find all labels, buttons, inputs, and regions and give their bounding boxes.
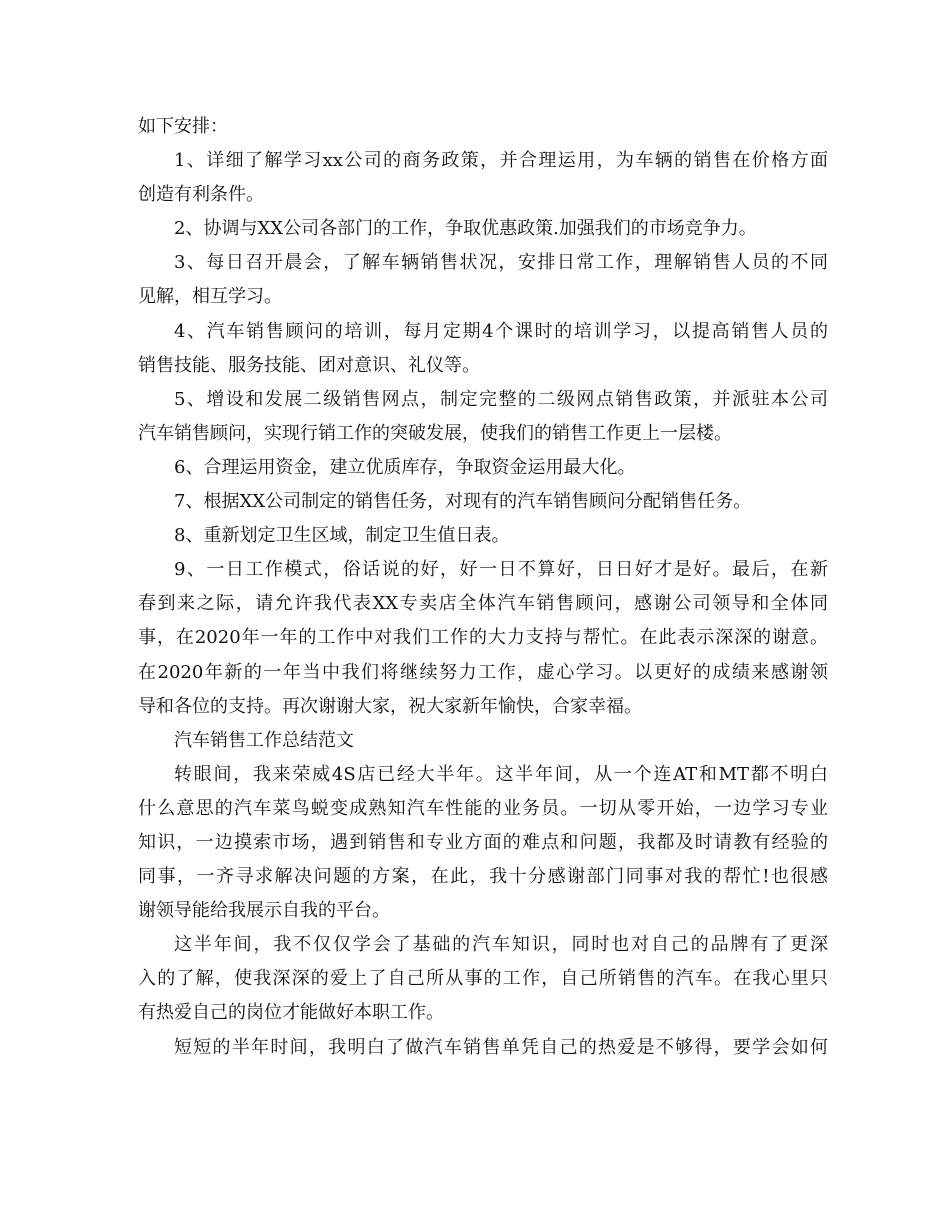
text-line: 汽车销售顾问，实现行销工作的突破发展，使我们的销售工作更上一层楼。 <box>138 422 732 444</box>
text-line: 在2020年新的一年当中我们将继续努力工作，虚心学习。以更好的成绩来感谢领 <box>138 661 828 683</box>
text-line: 这半年间，我不仅仅学会了基础的汽车知识，同时也对自己的品牌有了更深 <box>174 934 828 956</box>
text-line: 入的了解，使我深深的爱上了自己所从事的工作，自己所销售的汽车。在我心里只 <box>138 968 828 990</box>
text-line: 6、合理运用资金，建立优质库存，争取资金运用最大化。 <box>174 456 636 478</box>
text-line: 5、增设和发展二级销售网点，制定完整的二级网点销售政策，并派驻本公司 <box>174 388 828 410</box>
text-line: 转眼间，我来荣威4S店已经大半年。这半年间，从一个连AT和MT都不明白 <box>174 763 828 785</box>
text-line: 知识，一边摸索市场，遇到销售和专业方面的难点和问题，我都及时请教有经验的 <box>138 831 828 853</box>
text-line: 谢领导能给我展示自我的平台。 <box>138 900 390 922</box>
text-line: 如下安排： <box>138 116 228 137</box>
text-line: 4、汽车销售顾问的培训，每月定期4个课时的培训学习，以提高销售人员的 <box>174 320 828 342</box>
text-line: 见解，相互学习。 <box>138 286 282 308</box>
text-line: 导和各位的支持。再次谢谢大家，祝大家新年愉快，合家幸福。 <box>138 695 642 717</box>
text-line: 2、协调与XX公司各部门的工作，争取优惠政策.加强我们的市场竞争力。 <box>174 218 757 240</box>
document-body <box>138 110 828 1065</box>
text-line: 8、重新划定卫生区域，制定卫生值日表。 <box>174 525 510 547</box>
text-line: 3、每日召开晨会，了解车辆销售状况，安排日常工作，理解销售人员的不同 <box>174 252 828 274</box>
section-heading: 汽车销售工作总结范文 <box>174 729 354 751</box>
text-line: 9、一日工作模式，俗话说的好，好一日不算好，日日好才是好。最后，在新 <box>174 559 828 581</box>
text-line: 创造有利条件。 <box>138 184 264 206</box>
text-line: 同事，一齐寻求解决问题的方案，在此，我十分感谢部门同事对我的帮忙!也很感 <box>138 866 828 888</box>
text-line: 事，在2020年一年的工作中对我们工作的大力支持与帮忙。在此表示深深的谢意。 <box>138 627 828 649</box>
text-line: 什么意思的汽车菜鸟蜕变成熟知汽车性能的业务员。一切从零开始，一边学习专业 <box>138 797 828 819</box>
text-line: 7、根据XX公司制定的销售任务，对现有的汽车销售顾问分配销售任务。 <box>174 491 752 513</box>
text-line: 春到来之际，请允许我代表XX专卖店全体汽车销售顾问，感谢公司领导和全体同 <box>138 593 828 615</box>
text-line: 销售技能、服务技能、团对意识、礼仪等。 <box>138 354 480 376</box>
text-line: 1、详细了解学习xx公司的商务政策，并合理运用，为车辆的销售在价格方面 <box>174 150 828 172</box>
text-line: 短短的半年时间，我明白了做汽车销售单凭自己的热爱是不够得，要学会如何 <box>174 1036 828 1058</box>
text-line: 有热爱自己的岗位才能做好本职工作。 <box>138 1002 444 1024</box>
